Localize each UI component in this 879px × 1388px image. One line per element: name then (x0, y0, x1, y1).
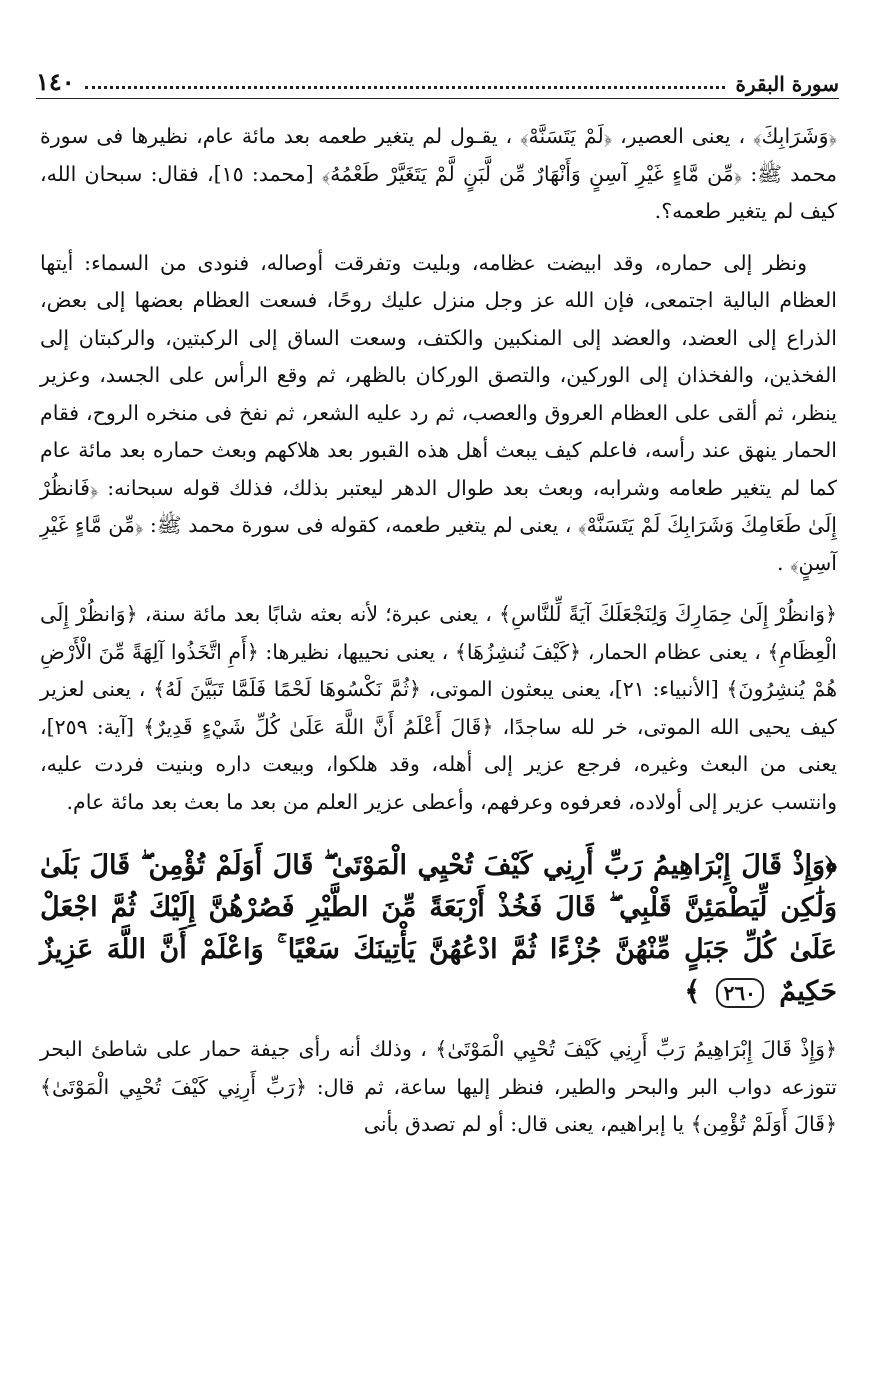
verse-closing-bracket: ﴾ (684, 976, 701, 1007)
paragraph-3: ﴿وَانظُرْ إِلَىٰ حِمَارِكَ وَلِنَجْعَلَكَ آيَةً لِّلنَّاسِ﴾ ، يعنى عبرة؛ لأنه بعثه شابًا بعد مائة سنة، ﴿وَانظُرْ إِلَى الْعِظَامِ﴾ ، يعنى عظام الحمار، ﴿كَيْفَ نُنشِزُهَا﴾ ، يعنى نحييها، نظيرها: ﴿أَمِ اتَّخَذُوا آلِهَةً مِّنَ الْأَرْضِ هُمْ يُنشِرُونَ﴾ [الأنبياء: ٢١]، يعنى يبعثون الموتى، ﴿ثُمَّ نَكْسُوهَا لَحْمًا فَلَمَّا تَبَيَّنَ لَهُ﴾ ، يعنى لعزير كيف يحيى الله الموتى، خر لله ساجدًا، ﴿قَالَ أَعْلَمُ أَنَّ اللَّهَ عَلَىٰ كُلِّ شَيْءٍ قَدِيرٌ﴾ [آية: ٢٥٩]، يعنى من البعث وغيره، فرجع عزير إلى أهله، وقد هلكوا، وبيعت داره وبنيت فردت عليه، وانتسب عزير إلى أولاده، فعرفوه وعرفهم، وأعطى عزير العلم من بعد ما بعث بعد مائة عام. (40, 602, 838, 814)
paragraph-1: ﴿وَشَرَابِكَ﴾ ، يعنى العصير، ﴿لَمْ يَتَسَنَّهْ﴾ ، يقـول لم يتغير طعمه بعد مائة عام، نظيرها فى سورة محمد ﷺ: ﴿مِّن مَّاءٍ غَيْرِ آسِنٍ وَأَنْهَارٌ مِّن لَّبَنٍ لَّمْ يَتَغَيَّرْ طَعْمُهُ﴾ [محمد: ١٥]، فقال: سبحان الله، كيف لم يتغير طعمه؟. (40, 124, 837, 223)
paragraph-2: ونظر إلى حماره، وقد ابيضت عظامه، وبليت وتفرقت أوصاله، فنودى من السماء: أيتها العظام البالية اجتمعى، فإن الله عز وجل منزل عليك روحًا، فسعت العظام بعضها إلى بعض، الذراع إلى العضد، والعضد إلى المنكبين والكتف، وسعت الساق إلى الركبتين، والركبتان إلى الفخذين، والفخذان إلى الوركين، والتصق الوركان بالظهر، ثم وقع الرأس على الجسد، وعزير ينظر، ثم ألقى على العظام العروق والعصب، ثم رد عليه الشعر، ثم نفخ فى منخره الروح، فقام الحمار ينهق عند رأسه، فاعلم كيف يبعث أهل هذه القبور بعد هلاكهم وبعث حماره بعد مائة عام كما لم يتغير طعامه وشرابه، وبعث بعد طوال الدهر ليعتبر بذلك، فذلك قوله سبحانه: ﴿فَانظُرْ إِلَىٰ طَعَامِكَ وَشَرَابِكَ لَمْ يَتَسَنَّهْ﴾ ، يعنى لم يتغير طعمه، كقوله فى سورة محمد ﷺ: ﴿مِّن مَّاءٍ غَيْرِ آسِنٍ﴾ . (40, 250, 837, 575)
page-header (36, 62, 839, 96)
header-dotted-leader (85, 86, 726, 89)
quran-verse-block (40, 845, 837, 1013)
paragraph-4: ﴿وَإِذْ قَالَ إِبْرَاهِيمُ رَبِّ أَرِنِي كَيْفَ تُحْيِي الْمَوْتَىٰ﴾ ، وذلك أنه رأى جيفة حمار على شاطئ البحر تتوزعه دواب البر والبحر والطير، فنظر إليها ساعة، ثم قال: ﴿رَبِّ أَرِنِي كَيْفَ تُحْيِي الْمَوْتَىٰ﴾ ﴿قَالَ أَوَلَمْ تُؤْمِن﴾ يا إبراهيم، يعنى قال: أو لم تصدق بأنى (40, 1037, 837, 1136)
sura-title: سورة البقرة (735, 72, 839, 96)
verse-text: ﴿وَإِذْ قَالَ إِبْرَاهِيمُ رَبِّ أَرِنِي كَيْفَ تُحْيِي الْمَوْتَىٰ ۖ قَالَ أَوَلَمْ تُؤْمِن ۖ قَالَ بَلَىٰ وَلَٰكِن لِّيَطْمَئِنَّ قَلْبِي ۖ قَالَ فَخُذْ أَرْبَعَةً مِّنَ الطَّيْرِ فَصُرْهُنَّ إِلَيْكَ ثُمَّ اجْعَلْ عَلَىٰ كُلِّ جَبَلٍ مِّنْهُنَّ جُزْءًا ثُمَّ ادْعُهُنَّ يَأْتِينَكَ سَعْيًا ۚ وَاعْلَمْ أَنَّ اللَّهَ عَزِيزٌ حَكِيمٌ (40, 850, 837, 1007)
page-number: ١٤٠ (36, 67, 75, 96)
ayah-number-marker: ٢٦٠ (716, 978, 764, 1008)
page-body (40, 118, 837, 1144)
header-rule (36, 98, 839, 99)
